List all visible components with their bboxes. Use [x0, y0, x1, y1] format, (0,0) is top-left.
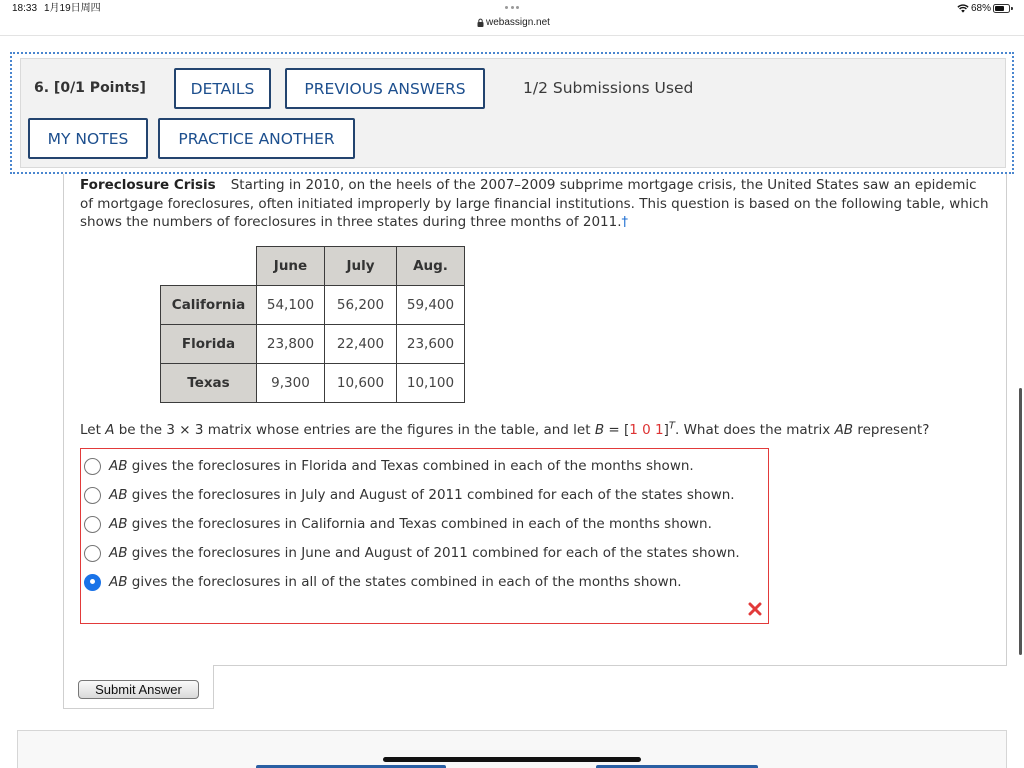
- table-column-header: June: [257, 247, 325, 286]
- home-indicator[interactable]: [383, 757, 641, 762]
- answer-option-3[interactable]: [81, 510, 768, 539]
- multitask-dots-icon[interactable]: [505, 6, 519, 9]
- table-cell: 10,600: [325, 364, 397, 403]
- answer-option-label: gives the foreclosures in all of the states combined in each of the months shown.: [127, 574, 682, 590]
- incorrect-x-icon: [748, 602, 762, 616]
- table-cell: 23,800: [257, 325, 325, 364]
- table-row-header: California: [161, 286, 257, 325]
- table-cell: 59,400: [397, 286, 465, 325]
- stem-text: be the 3 × 3 matrix whose entries are the figures in the table, and let: [114, 422, 595, 438]
- question-stem: [80, 421, 929, 439]
- intro-text: Starting in 2010, on the heels of the 2007–2009 subprime mortgage crisis, the United States saw an epidemic of mortgage foreclosures, often initiated improperly by large financial institutions. This question is based on the following table, which shows the numbers of foreclosures in three states during three months of 2011.: [80, 177, 989, 230]
- stem-text: . What does the matrix: [675, 422, 835, 438]
- matrix-ab-variable: AB: [834, 422, 854, 438]
- answer-option-label: gives the foreclosures in California and Texas combined in each of the months shown.: [127, 516, 712, 532]
- table-cell: 10,100: [397, 364, 465, 403]
- answer-option-label: gives the foreclosures in June and August of 2011 combined for each of the states shown.: [127, 545, 740, 561]
- table-row: [161, 325, 465, 364]
- stem-text: Let: [80, 422, 106, 438]
- question-points-label: 6. [0/1 Points]: [34, 80, 146, 96]
- answer-option-variable: AB: [109, 574, 128, 590]
- table-row-header: Florida: [161, 325, 257, 364]
- answer-option-3-text: [109, 516, 712, 532]
- submissions-used: 1/2 Submissions Used: [523, 79, 694, 97]
- intro-paragraph: [80, 176, 992, 233]
- answer-option-5-radio[interactable]: [84, 574, 101, 591]
- previous-answers-button[interactable]: PREVIOUS ANSWERS: [285, 68, 485, 109]
- battery-percent: 68%: [971, 3, 992, 14]
- table-cell: 56,200: [325, 286, 397, 325]
- status-date: 1月19日周四: [44, 3, 101, 14]
- battery-icon: [993, 4, 1010, 13]
- lock-icon: [477, 18, 484, 27]
- answer-option-1-text: [109, 458, 694, 474]
- table-header-row: [161, 247, 465, 286]
- answer-option-2-text: [109, 487, 735, 503]
- answer-option-5-text: [109, 574, 682, 590]
- answer-option-1-radio[interactable]: [84, 458, 101, 475]
- answer-option-2-radio[interactable]: [84, 487, 101, 504]
- matrix-b-variable: B: [594, 422, 605, 438]
- answer-option-1[interactable]: [81, 452, 768, 481]
- scrollbar-thumb[interactable]: [1019, 388, 1022, 655]
- my-notes-button[interactable]: MY NOTES: [28, 118, 148, 159]
- battery-fill: [995, 6, 1004, 11]
- table-corner-cell: [161, 247, 257, 286]
- intro-title: Foreclosure Crisis: [80, 177, 216, 193]
- wifi-icon: [957, 4, 969, 13]
- table-cell: 9,300: [257, 364, 325, 403]
- transpose-superscript: T: [668, 420, 675, 432]
- footnote-dagger-link[interactable]: †: [621, 215, 629, 230]
- answer-options-box: [80, 448, 769, 624]
- details-button[interactable]: DETAILS: [174, 68, 271, 109]
- practice-another-button[interactable]: PRACTICE ANOTHER: [158, 118, 355, 159]
- stem-text: = [: [604, 422, 630, 438]
- matrix-b-values: 1 0 1: [629, 422, 664, 438]
- submit-answer-button[interactable]: Submit Answer: [78, 680, 199, 699]
- table-row: [161, 364, 465, 403]
- stem-text: ]: [663, 422, 669, 438]
- matrix-a-variable: A: [105, 422, 115, 438]
- answer-option-variable: AB: [109, 516, 128, 532]
- table-column-header: Aug.: [397, 247, 465, 286]
- answer-option-5[interactable]: [81, 568, 768, 597]
- table-column-header: July: [325, 247, 397, 286]
- status-time: 18:33: [12, 3, 38, 14]
- answer-option-label: gives the foreclosures in Florida and Texas combined in each of the months shown.: [127, 458, 694, 474]
- url-text[interactable]: webassign.net: [486, 17, 550, 28]
- battery-cap: [1011, 7, 1013, 10]
- table-row: [161, 286, 465, 325]
- answer-option-2[interactable]: [81, 481, 768, 510]
- table-row-header: Texas: [161, 364, 257, 403]
- table-cell: 54,100: [257, 286, 325, 325]
- next-question-panel: [17, 730, 1007, 768]
- answer-option-variable: AB: [109, 458, 128, 474]
- answer-option-variable: AB: [109, 487, 128, 503]
- answer-option-label: gives the foreclosures in July and August of 2011 combined for each of the states shown.: [127, 487, 735, 503]
- foreclosure-table: [160, 246, 465, 403]
- table-cell: 22,400: [325, 325, 397, 364]
- answer-option-4-text: [109, 545, 740, 561]
- stem-text: represent?: [853, 422, 930, 438]
- address-bar-divider: [0, 35, 1024, 36]
- answer-option-4[interactable]: [81, 539, 768, 568]
- answer-option-variable: AB: [109, 545, 128, 561]
- table-cell: 23,600: [397, 325, 465, 364]
- answer-option-3-radio[interactable]: [84, 516, 101, 533]
- answer-option-4-radio[interactable]: [84, 545, 101, 562]
